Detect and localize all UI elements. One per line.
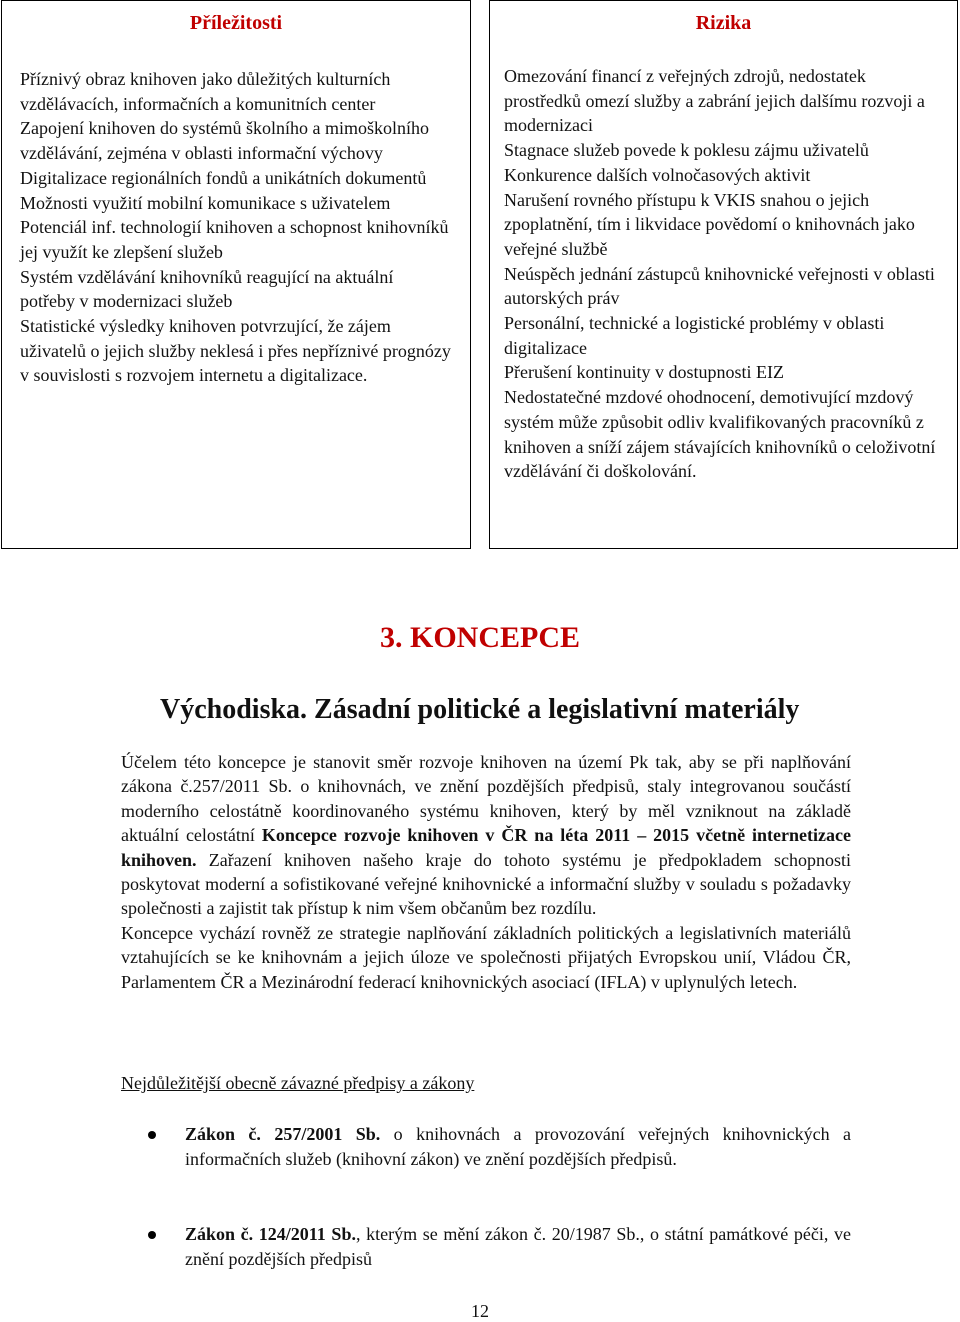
section-heading: 3. KONCEPCE [379,621,580,654]
laws-title: Nejdůležitější obecně závazné předpisy a zákony [121,1073,475,1093]
law-text [185,1222,851,1272]
paragraph: Koncepce vychází rovněž ze strategie naplňování základních politických a legislativních materiálů vztahujících se ke knihovnám a jejich úloze ve společnosti přijatých Evropskou unií, Vládou ČR, Parlamentem ČR a Mezinárodní federací knihovnických asociací (IFLA) v uplynulých letech. [121,922,851,992]
risks-box [489,0,958,549]
page-number: 12 [471,1301,489,1321]
opportunity-item: Potenciál inf. technologií knihoven a schopnost knihovníků jej využít ke zlepšení služeb [20,217,449,262]
paragraph-text: Účelem této koncepce je stanovit směr rozvoje knihoven na území Pk tak, aby se při naplňování zákona č.257/2011 Sb. o knihovnách, ve znění pozdějších předpisů, staly integrovanou součástí moderního celostátně koordinovaného systému knihoven, který by měl vzniknout na základě aktuální celostátní [121,752,851,846]
bullet-icon [148,1131,156,1139]
opportunities-title: Příležitosti [189,12,283,34]
paragraph [121,750,851,921]
law-list-item [148,1122,851,1172]
opportunity-item: Digitalizace regionálních fondů a unikátních dokumentů [20,167,427,188]
law-description: , kterým se mění zákon č. 20/1987 Sb., o státní památkové péči, ve znění pozdějších předpisů [185,1224,852,1269]
opportunity-item: Zapojení knihoven do systémů školního a mimoškolního vzdělávání, zejména v oblasti informační výchovy [20,118,429,164]
opportunity-item: Statistické výsledky knihoven potvrzující, že zájem uživatelů o jejich služby neklesá i přes nepříznivé prognózy v souvislosti s rozvojem internetu a digitalizace. [20,316,451,386]
risk-item: Omezování financí z veřejných zdrojů, nedostatek prostředků omezí služby a zabrání jejich dalšímu rozvoji a modernizaci [504,66,925,136]
law-name: Zákon č. 124/2011 Sb. [185,1224,356,1244]
section-subheading: Východiska. Zásadní politické a legislativní materiály [160,694,800,725]
risk-item: Nedostatečné mzdové ohodnocení, demotivující mzdový systém může způsobit odliv kvalifikovaných pracovníků z knihoven a sníží zájem stávajících knihovníků o celoživotní vzdělávání či doškolování. [504,387,936,482]
risk-item: Personální, technické a logistické problémy v oblasti digitalizace [504,313,885,358]
risk-item: Neúspěch jednání zástupců knihovnické veřejnosti v oblasti autorských práv [504,263,935,309]
law-text [185,1122,851,1172]
body-text [121,750,851,994]
law-list-item [148,1222,851,1272]
risk-item: Konkurence dalších volnočasových aktivit [504,164,811,185]
opportunity-item: Příznivý obraz knihoven jako důležitých kulturních vzdělávacích, informačních a komunitních center [20,69,391,114]
law-name: Zákon č. 257/2001 Sb. [185,1124,381,1144]
opportunities-box [1,0,471,549]
paragraph-text: Zařazení knihoven našeho kraje do tohoto systému je předpokladem schopnosti poskytovat moderní a sofistikované veřejné knihovnické a informační služby v souladu s požadavky společnosti a zajistit tak přístup k nim všem občanům bez rozdílu. [121,849,851,919]
bullet-icon [148,1231,156,1239]
risk-item: Přerušení kontinuity v dostupnosti EIZ [504,362,784,383]
risks-title: Rizika [695,12,752,34]
concept-title: Koncepce rozvoje knihoven v ČR na léta 2011 – 2015 včetně internetizace knihoven. [121,825,851,870]
risk-item: Stagnace služeb povede k poklesu zájmu uživatelů [504,140,869,161]
risk-item: Narušení rovného přístupu k VKIS snahou o jejich zpoplatnění, tím i likvidace povědomí o knihovnách jako veřejné službě [504,189,915,259]
opportunity-item: Systém vzdělávání knihovníků reagující na aktuální potřeby v modernizaci služeb [20,266,394,312]
opportunities-list [20,67,452,388]
opportunity-item: Možnosti využití mobilní komunikace s uživatelem [20,192,391,213]
risks-list [504,64,943,484]
law-description: o knihovnách a provozování veřejných knihovnických a informačních služeb (knihovní zákon) ve znění pozdějších předpisů. [185,1124,851,1169]
